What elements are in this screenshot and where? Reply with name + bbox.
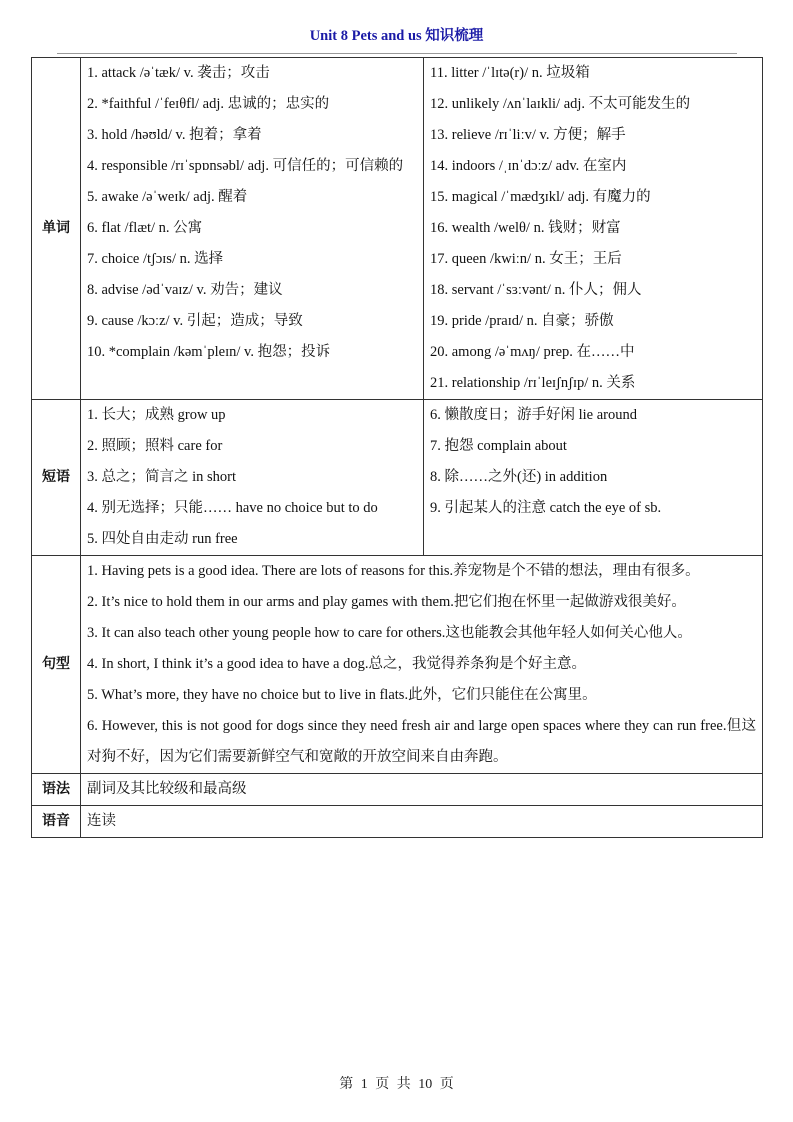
page-title: Unit 8 Pets and us 知识梳理 [309,28,484,44]
sentences-label: 句型 [32,556,81,774]
vocabulary-item: 13. relieve /rɪˈliːv/ v. 方便；解手 [430,127,626,143]
vocabulary-item: 14. indoors /ˌɪnˈdɔːz/ adv. 在室内 [430,158,627,174]
vocabulary-item: 5. awake /əˈweɪk/ adj. 醒着 [87,189,248,205]
sentence-item: 2. It’s nice to hold them in our arms and play games with them.把它们抱在怀里一起做游戏很美好。 [87,594,686,610]
phonetics-content: 连读 [81,806,763,838]
vocabulary-left-column [81,58,424,400]
sentence-item: 3. It can also teach other young people how to care for others.这也能教会其他年轻人如何关心他人。 [87,625,692,641]
vocabulary-item: 4. responsible /rɪˈspɒnsəbl/ adj. 可信任的；可信赖的 [87,158,404,174]
phrase-item: 5. 四处自由走动 run free [87,531,238,547]
vocabulary-item: 19. pride /praɪd/ n. 自豪；骄傲 [430,313,614,329]
phrase-item: 2. 照顾；照料 care for [87,438,223,454]
phrase-item: 6. 懒散度日；游手好闲 lie around [430,407,638,423]
phrases-left-column [81,400,424,556]
phrase-item: 3. 总之；简言之 in short [87,469,237,485]
vocabulary-right-column [424,58,763,400]
vocabulary-item: 12. unlikely /ʌnˈlaɪkli/ adj. 不太可能发生的 [430,96,691,112]
vocabulary-item: 2. *faithful /ˈfeɪθfl/ adj. 忠诚的；忠实的 [87,96,330,112]
phonetics-label: 语音 [32,806,81,838]
grammar-content: 副词及其比较级和最高级 [81,774,763,806]
vocabulary-item: 1. attack /əˈtæk/ v. 袭击；攻击 [87,65,270,81]
vocabulary-section [32,58,763,400]
sentence-item: 4. In short, I think it’s a good idea to have a dog.总之，我觉得养条狗是个好主意。 [87,656,586,672]
vocabulary-item: 20. among /əˈmʌŋ/ prep. 在……中 [430,344,635,360]
vocabulary-item: 7. choice /tʃɔɪs/ n. 选择 [87,251,224,267]
phrase-item: 4. 别无选择；只能…… have no choice but to do [87,500,378,516]
vocabulary-item: 6. flat /flæt/ n. 公寓 [87,220,203,236]
page-number: 第 1 页 共 10 页 [339,1077,454,1092]
sentences-content [81,556,763,774]
vocabulary-label: 单词 [32,58,81,400]
vocabulary-item: 3. hold /həʊld/ v. 抱着；拿着 [87,127,262,143]
phonetics-section [32,806,763,838]
vocabulary-item: 16. wealth /welθ/ n. 钱财；财富 [430,220,621,236]
phrases-right-column [424,400,763,556]
grammar-section [32,774,763,806]
phrases-label: 短语 [32,400,81,556]
vocabulary-item: 18. servant /ˈsɜːvənt/ n. 仆人；佣人 [430,282,642,298]
header-rule [57,53,737,54]
vocabulary-item: 17. queen /kwiːn/ n. 女王；王后 [430,251,622,267]
vocabulary-item: 11. litter /ˈlɪtə(r)/ n. 垃圾箱 [430,65,590,81]
knowledge-table [31,57,763,838]
vocabulary-item: 10. *complain /kəmˈpleɪn/ v. 抱怨；投诉 [87,344,331,360]
grammar-label: 语法 [32,774,81,806]
phrases-section [32,400,763,556]
vocabulary-item: 9. cause /kɔːz/ v. 引起；造成；导致 [87,313,303,329]
phrase-item: 1. 长大；成熟 grow up [87,407,226,423]
vocabulary-item: 21. relationship /rɪˈleɪʃnʃɪp/ n. 关系 [430,375,636,391]
phrase-item: 7. 抱怨 complain about [430,438,567,454]
sentence-item: 6. However, this is not good for dogs since they need fresh air and large open spaces where they can run free.但这对狗不好，因为它们需要新鲜空气和宽敞的开放空间来自由奔跑。 [87,718,756,765]
vocabulary-item: 8. advise /ədˈvaɪz/ v. 劝告；建议 [87,282,283,298]
phrase-item: 9. 引起某人的注意 catch the eye of sb. [430,500,662,516]
sentences-section [32,556,763,774]
vocabulary-item: 15. magical /ˈmædʒɪkl/ adj. 有魔力的 [430,189,651,205]
sentence-item: 5. What’s more, they have no choice but to live in flats.此外，它们只能住在公寓里。 [87,687,597,703]
sentence-item: 1. Having pets is a good idea. There are lots of reasons for this.养宠物是个不错的想法，理由有很多。 [87,563,700,579]
phrase-item: 8. 除……之外(还) in addition [430,469,608,485]
